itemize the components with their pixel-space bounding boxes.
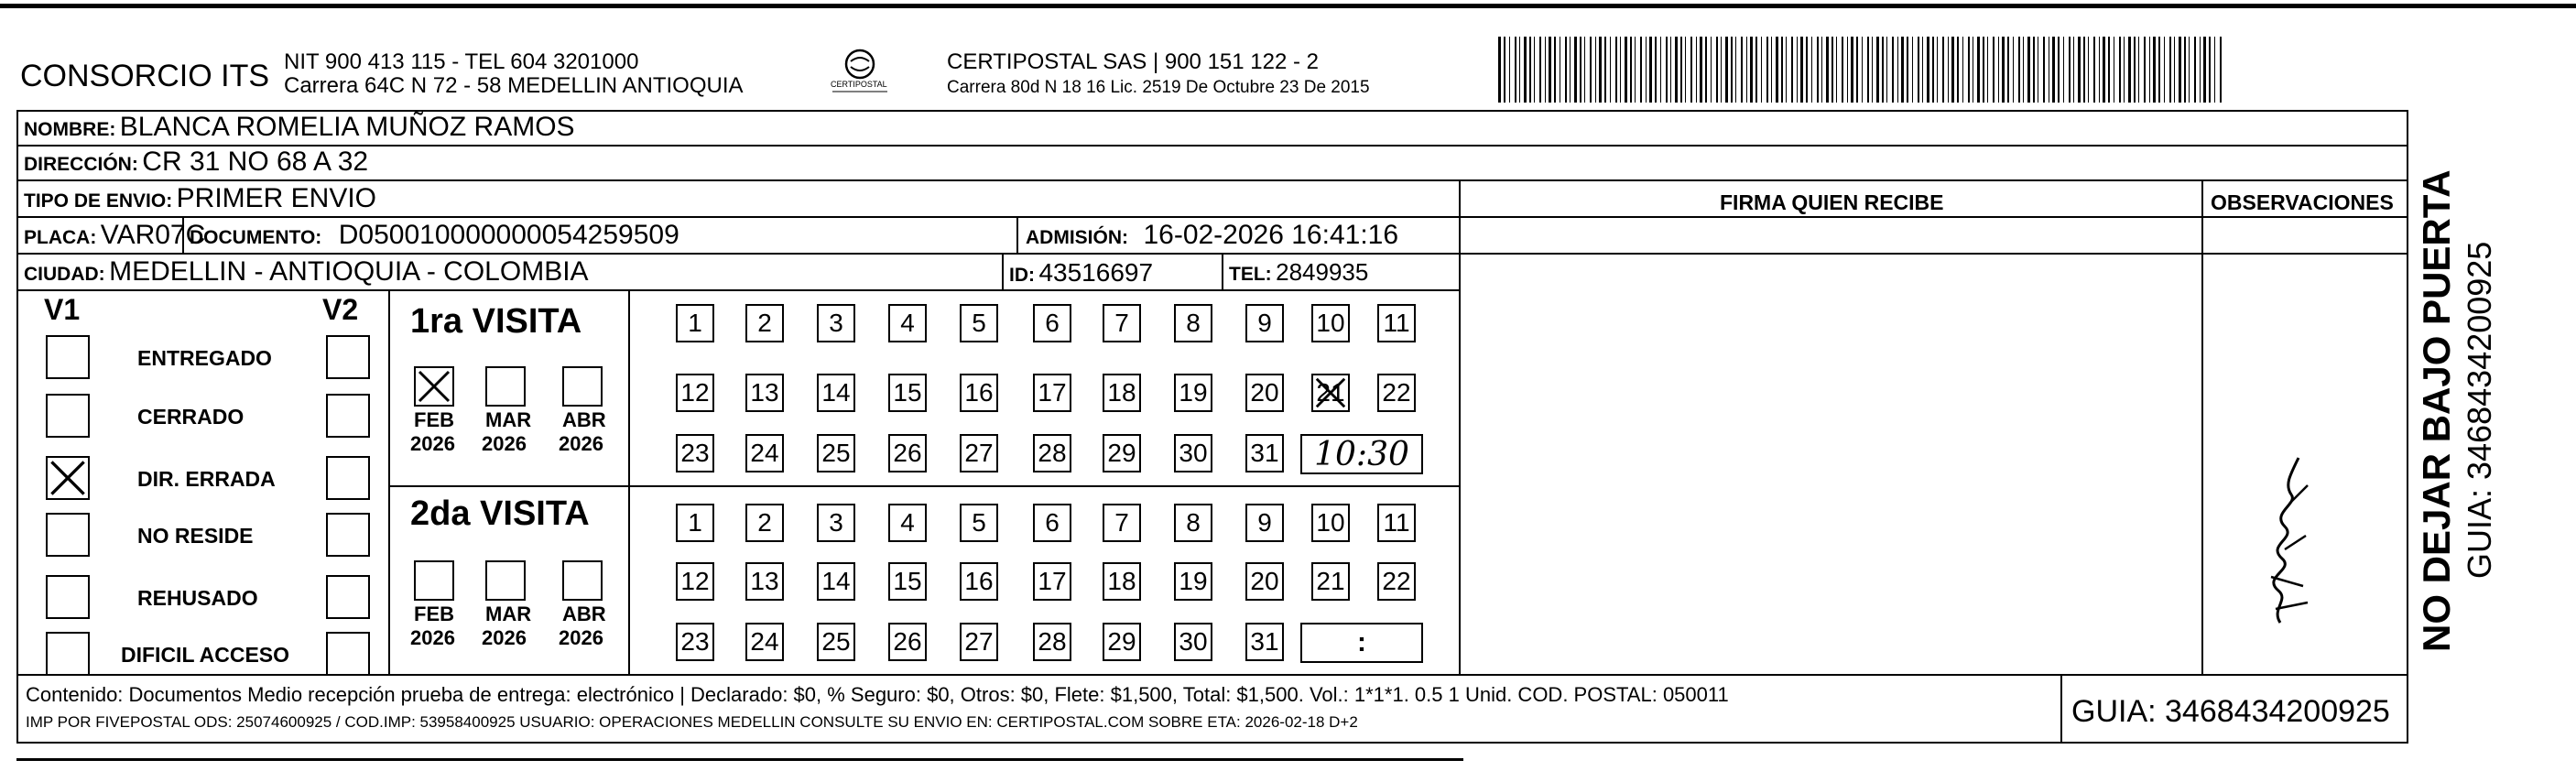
day-number: 4 [900,309,915,337]
day-box[interactable] [1377,562,1416,601]
day-box[interactable] [1033,623,1071,661]
doc-value: D050010000000054259509 [338,220,679,250]
day-box[interactable] [745,434,784,472]
day-box[interactable] [1311,504,1350,542]
month-year: 2026 [410,626,455,649]
day-box[interactable] [1245,562,1284,601]
day-box[interactable] [1377,504,1416,542]
footer-imp: IMP POR FIVEPOSTAL ODS: 25074600925 / COD.IMP: 53958400925 USUARIO: OPERACIONES MEDELLIN CONSULTE SU ENVIO EN: CERTIPOSTAL.COM SOBRE ETA: 2026-02-18 D+2 [26,713,1358,731]
day-box[interactable] [1103,434,1141,472]
day-number: 20 [1250,378,1279,407]
day-box[interactable] [676,562,714,601]
day-box[interactable] [888,374,927,412]
status-v1-checkbox[interactable] [46,513,90,557]
status-v2-checkbox[interactable] [326,394,370,438]
day-box[interactable] [960,434,998,472]
day-box[interactable] [817,623,855,661]
day-box[interactable] [817,562,855,601]
day-number: 20 [1250,567,1279,595]
address-label: DIRECCIÓN: [24,154,138,175]
day-box[interactable] [1103,304,1141,342]
day-box[interactable] [1245,304,1284,342]
day-number: 22 [1382,378,1411,407]
month-label: ABR [562,408,606,431]
month-checkbox[interactable] [485,560,526,601]
day-box[interactable] [745,504,784,542]
status-option-label: ENTREGADO [137,346,272,370]
status-option-label: NO RESIDE [137,524,254,548]
footer-guia: GUIA: 3468434200925 [2071,694,2390,729]
day-box[interactable] [888,304,927,342]
sender-address: Carrera 64C N 72 - 58 MEDELLIN ANTIOQUIA [284,73,744,98]
day-number: 24 [750,627,779,656]
status-v2-checkbox[interactable] [326,575,370,619]
side-guia: GUIA: 3468434200925 [2461,241,2498,579]
day-box[interactable] [888,623,927,661]
barcode [1498,37,2231,103]
type-row [24,185,376,212]
plate-value: VAR07C [100,220,206,250]
day-box[interactable] [888,434,927,472]
tel-row [1229,260,1368,284]
tel-value: 2849935 [1276,258,1369,286]
day-box[interactable] [888,562,927,601]
status-v2-checkbox[interactable] [326,513,370,557]
day-number: 2 [757,508,772,537]
name-label: NOMBRE: [24,119,116,140]
day-number: 12 [680,378,710,407]
day-number: 17 [1038,567,1067,595]
admission-value: 16-02-2026 16:41:16 [1143,220,1399,250]
time-box[interactable] [1300,623,1423,663]
doc-row [190,222,679,249]
day-box[interactable] [1103,374,1141,412]
day-number: 28 [1038,439,1067,467]
sender-company: CONSORCIO ITS [20,59,270,93]
day-box[interactable] [817,434,855,472]
day-number: 11 [1383,508,1410,537]
day-number: 31 [1250,627,1279,656]
plate-label: PLACA: [24,227,97,248]
month-label: FEB [414,603,454,625]
day-number: 10 [1316,309,1345,337]
day-box[interactable] [1103,562,1141,601]
type-value: PRIMER ENVIO [176,183,377,213]
day-number: 2 [757,309,772,337]
day-number: 18 [1107,567,1136,595]
day-number: 10 [1316,508,1345,537]
status-option-label: REHUSADO [137,586,258,610]
day-number: 14 [821,378,851,407]
day-box[interactable] [745,374,784,412]
day-number: 31 [1250,439,1279,467]
day-number: 30 [1179,627,1208,656]
day-number: 8 [1186,508,1201,537]
handwritten-signature [2234,449,2335,632]
day-number: 25 [821,627,851,656]
day-number: 8 [1186,309,1201,337]
day-number: 3 [829,309,843,337]
day-number: 18 [1107,378,1136,407]
day-number: 9 [1257,309,1272,337]
day-box[interactable] [1103,504,1141,542]
day-number: 13 [750,378,779,407]
day-number: 24 [750,439,779,467]
plate-row [24,222,205,249]
day-box[interactable] [960,562,998,601]
visit2-title: 2da VISITA [410,494,590,533]
footer-content: Contenido: Documentos Medio recepción prueba de entrega: electrónico | Declarado: $0, % Seguro: $0, Otros: $0, Flete: $1,500, Total: $1,500. Vol.: 1*1*1. 0.5 1 Unid. COD. POSTAL: 050011 [26,683,1729,706]
day-number: 7 [1114,508,1129,537]
day-box[interactable] [817,374,855,412]
month-label: FEB [414,408,454,431]
observations-header: OBSERVACIONES [2211,190,2394,214]
day-number: 28 [1038,627,1067,656]
day-number: 1 [688,508,702,537]
month-checkbox[interactable] [485,366,526,407]
day-number: 15 [893,567,922,595]
day-number: 30 [1179,439,1208,467]
month-year: 2026 [482,432,527,455]
day-box[interactable] [817,304,855,342]
day-number: 19 [1179,378,1208,407]
day-number: 21 [1316,567,1345,595]
day-box[interactable] [817,504,855,542]
day-number: 27 [964,627,994,656]
day-box[interactable] [1033,434,1071,472]
logo-text: CERTIPOSTAL [831,80,887,89]
month-label: ABR [562,603,606,625]
day-box[interactable] [1033,374,1071,412]
status-v1-checkbox[interactable] [46,456,90,500]
day-number: 13 [750,567,779,595]
day-box[interactable] [1174,562,1212,601]
month-year: 2026 [559,626,603,649]
status-v1-checkbox[interactable] [46,575,90,619]
day-number: 29 [1107,439,1136,467]
day-number: 29 [1107,627,1136,656]
month-label: MAR [485,408,532,431]
day-box[interactable] [1033,504,1071,542]
day-number: 16 [964,567,994,595]
time-handwritten: 10:30 [1314,435,1409,473]
day-number: 23 [680,627,710,656]
day-box[interactable] [1174,504,1212,542]
status-v1-checkbox[interactable] [46,632,90,676]
month-checkbox[interactable] [562,366,603,407]
month-label: MAR [485,603,532,625]
day-box[interactable] [1174,434,1212,472]
day-box[interactable] [1245,623,1284,661]
day-box[interactable] [960,374,998,412]
day-box[interactable] [676,374,714,412]
day-box[interactable] [960,504,998,542]
status-v1-checkbox[interactable] [46,335,90,379]
day-number: 16 [964,378,994,407]
name-value: BLANCA ROMELIA MUÑOZ RAMOS [119,112,575,142]
day-box[interactable] [1174,304,1212,342]
day-number: 9 [1257,508,1272,537]
day-number: 11 [1383,309,1410,337]
type-label: TIPO DE ENVIO: [24,190,173,212]
day-box[interactable] [745,304,784,342]
day-number: 6 [1045,508,1060,537]
day-number: 26 [893,627,922,656]
day-number: 21 [1316,378,1345,407]
address-value: CR 31 NO 68 A 32 [142,147,369,177]
id-row [1009,260,1153,286]
status-option-label: DIFICIL ACCESO [121,643,290,667]
tel-label: TEL: [1229,264,1272,285]
name-row [24,114,575,141]
carrier-license: Carrera 80d N 18 16 Lic. 2519 De Octubre 23 De 2015 [947,78,1370,97]
day-number: 5 [972,309,986,337]
day-box[interactable] [1377,304,1416,342]
signature-header: FIRMA QUIEN RECIBE [1720,190,1944,214]
day-box[interactable] [960,304,998,342]
day-number: 7 [1114,309,1129,337]
day-box[interactable] [676,304,714,342]
side-instruction: NO DEJAR BAJO PUERTA [2415,169,2458,652]
day-box[interactable] [1311,562,1350,601]
admission-label: ADMISIÓN: [1026,227,1128,248]
city-value: MEDELLIN - ANTIOQUIA - COLOMBIA [109,256,589,287]
month-year: 2026 [559,432,603,455]
status-v2-checkbox[interactable] [326,335,370,379]
day-number: 12 [680,567,710,595]
day-number: 19 [1179,567,1208,595]
city-label: CIUDAD: [24,264,105,285]
carrier-name: CERTIPOSTAL SAS | 900 151 122 - 2 [947,49,1319,74]
day-box[interactable] [888,504,927,542]
day-box[interactable] [1377,374,1416,412]
month-checkbox[interactable] [414,560,454,601]
certipostal-logo [810,46,910,101]
status-option-label: CERRADO [137,405,245,429]
doc-label: DOCUMENTO: [190,227,322,248]
top-border [0,4,2576,8]
city-row [24,258,589,286]
day-box[interactable] [1311,304,1350,342]
sender-nit-tel: NIT 900 413 115 - TEL 604 3201000 [284,49,639,74]
day-number: 1 [688,309,702,337]
status-v2-checkbox[interactable] [326,632,370,676]
day-box[interactable] [1245,374,1284,412]
day-number: 26 [893,439,922,467]
day-box[interactable] [1174,374,1212,412]
visit1-title: 1ra VISITA [410,302,582,341]
day-number: 3 [829,508,843,537]
day-number: 23 [680,439,710,467]
status-option-label: DIR. ERRADA [137,467,276,491]
day-number: 22 [1382,567,1411,595]
day-box[interactable] [1103,623,1141,661]
v1-header: V1 [44,293,81,326]
time-placeholder: : [1357,627,1366,657]
month-checkbox[interactable] [562,560,603,601]
v2-header: V2 [322,293,359,326]
time-box[interactable] [1300,434,1423,474]
day-number: 4 [900,508,915,537]
id-label: ID: [1009,265,1035,286]
day-number: 5 [972,508,986,537]
day-number: 17 [1038,378,1067,407]
day-number: 25 [821,439,851,467]
status-v1-checkbox[interactable] [46,394,90,438]
id-value: 43516697 [1038,258,1154,287]
bottom-edge [16,758,1463,761]
day-box[interactable] [745,623,784,661]
day-box[interactable] [1174,623,1212,661]
day-box[interactable] [1311,374,1350,412]
status-v2-checkbox[interactable] [326,456,370,500]
day-number: 15 [893,378,922,407]
address-row [24,148,368,176]
day-box[interactable] [676,623,714,661]
day-number: 6 [1045,309,1060,337]
day-box[interactable] [1245,504,1284,542]
day-box[interactable] [1033,304,1071,342]
month-year: 2026 [482,626,527,649]
admission-row [1026,222,1398,249]
day-box[interactable] [1033,562,1071,601]
day-number: 14 [821,567,851,595]
day-box[interactable] [960,623,998,661]
day-number: 27 [964,439,994,467]
month-checkbox[interactable] [414,366,454,407]
month-year: 2026 [410,432,455,455]
day-box[interactable] [745,562,784,601]
day-box[interactable] [676,504,714,542]
day-box[interactable] [1245,434,1284,472]
day-box[interactable] [676,434,714,472]
